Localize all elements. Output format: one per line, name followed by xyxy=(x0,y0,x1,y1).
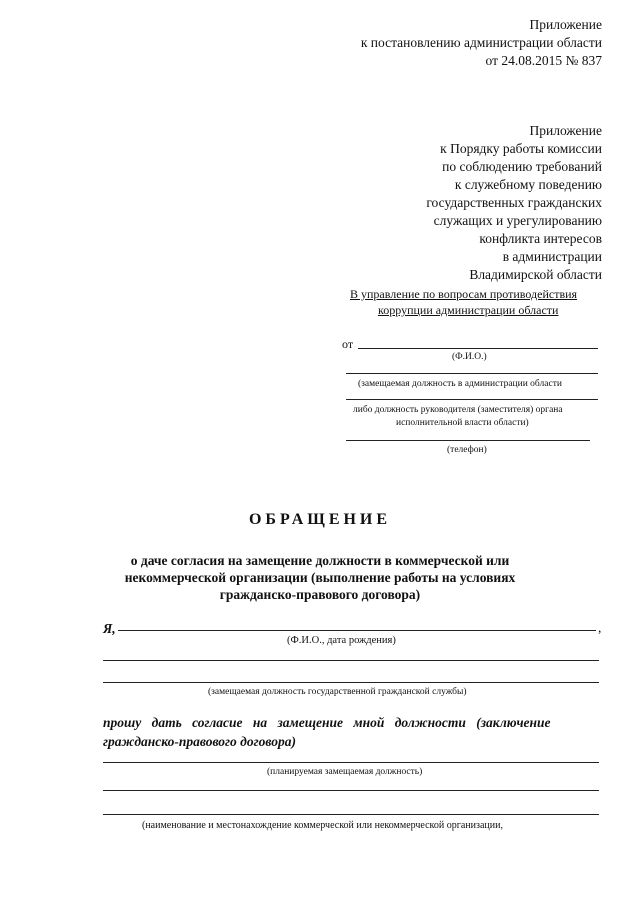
ya-label: Я, xyxy=(103,621,116,636)
procedure-appendix-line: к служебному поведению xyxy=(454,177,602,192)
position-caption-3: исполнительной власти области) xyxy=(396,418,529,428)
document-subtitle-1: о даче согласия на замещение должности в коммерческой или xyxy=(130,553,510,568)
position-caption-1: (замещаемая должность в администрации области xyxy=(358,379,562,389)
planned-position-caption: (планируемая замещаемая должность) xyxy=(267,767,423,777)
document-subtitle-3: гражданско-правового договора) xyxy=(219,587,421,602)
procedure-appendix-line: конфликта интересов xyxy=(479,231,602,246)
document-subtitle-2: некоммерческой организации (выполнение работы на условиях xyxy=(124,570,516,585)
procedure-appendix-line: Владимирской области xyxy=(469,267,602,282)
appendix-resolution-line: к постановлению администрации области xyxy=(360,35,602,50)
appendix-date-number: от 24.08.2015 № 837 xyxy=(485,53,602,68)
document-title: ОБРАЩЕНИЕ xyxy=(248,511,392,528)
procedure-appendix-line: служащих и урегулированию xyxy=(433,213,602,228)
procedure-appendix-line: в администрации xyxy=(502,249,602,264)
phone-field-line xyxy=(346,440,590,441)
addressee-line-1: В управление по вопросам противодействия xyxy=(350,287,578,301)
extra-field-line xyxy=(103,660,599,661)
position-caption-2: либо должность руководителя (заместителя) органа xyxy=(353,405,563,415)
fio-dob-comma: , xyxy=(598,620,602,635)
procedure-appendix-title: Приложение xyxy=(529,123,602,138)
fio-dob-caption: (Ф.И.О., дата рождения) xyxy=(287,635,396,646)
organization-caption: (наименование и местонахождение коммерческой или некоммерческой организации, xyxy=(142,820,503,831)
addressee-line-2: коррупции администрации области xyxy=(378,303,559,317)
planned-position-field-line xyxy=(103,762,599,763)
civil-service-field-line xyxy=(103,682,599,683)
request-line-2: гражданско-правового договора) xyxy=(103,734,296,749)
fio-dob-field-line xyxy=(118,630,596,631)
fio-field-line xyxy=(358,348,598,349)
request-line-1: прошу дать согласие на замещение мной должности (заключение xyxy=(103,715,551,730)
phone-caption: (телефон) xyxy=(447,445,487,455)
organization-field-line-2 xyxy=(103,814,599,815)
procedure-appendix-line: по соблюдению требований xyxy=(442,159,602,174)
procedure-appendix-line: к Порядку работы комиссии xyxy=(440,141,602,156)
civil-service-caption: (замещаемая должность государственной гражданской службы) xyxy=(208,687,467,697)
fio-caption: (Ф.И.О.) xyxy=(452,352,487,362)
position-field-line-2 xyxy=(346,399,598,400)
position-field-line xyxy=(346,373,598,374)
organization-field-line-1 xyxy=(103,790,599,791)
appendix-title: Приложение xyxy=(529,17,602,32)
from-label: от xyxy=(342,337,354,351)
procedure-appendix-line: государственных гражданских xyxy=(426,195,602,210)
